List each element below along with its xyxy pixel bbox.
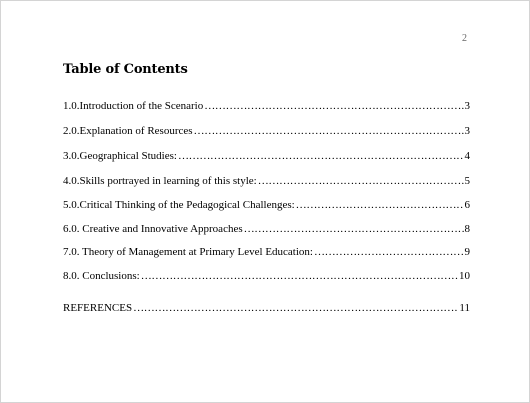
- dot-leader: [244, 222, 464, 236]
- toc-entry-page: 8: [464, 223, 470, 235]
- toc-entry-page: 9: [464, 246, 470, 258]
- toc-entry: [63, 245, 470, 259]
- dot-leader: [133, 301, 458, 315]
- dot-leader: [258, 174, 464, 188]
- toc-entry-page: 10: [459, 270, 470, 282]
- dot-leader: [141, 269, 458, 283]
- dot-leader: [194, 124, 464, 138]
- dot-leader: [204, 99, 463, 113]
- toc-entry: [63, 222, 470, 236]
- toc-entry-title: 5.0.Critical Thinking of the Pedagogical Challenges:: [63, 199, 295, 211]
- toc-entry-title: 1.0.Introduction of the Scenario: [63, 100, 204, 112]
- toc-entry: [63, 149, 470, 163]
- toc-entry-title: 4.0.Skills portrayed in learning of this style:: [63, 175, 257, 187]
- toc-entry-title: 6.0. Creative and Innovative Approaches: [63, 223, 243, 235]
- toc-entry-page: 5: [464, 175, 470, 187]
- toc-entry-title: REFERENCES: [63, 302, 133, 314]
- toc-entry: [63, 124, 470, 138]
- toc-entry-title: 2.0.Explanation of Resources: [63, 125, 193, 137]
- toc-entry-page: 11: [459, 302, 470, 314]
- toc-entry-page: 3: [464, 125, 470, 137]
- toc-entry-page: 4: [464, 150, 470, 162]
- toc-entry-title: 3.0.Geographical Studies:: [63, 150, 177, 162]
- toc-entry-title: 7.0. Theory of Management at Primary Level Education:: [63, 246, 313, 258]
- toc-entry-page: 3: [464, 100, 470, 112]
- toc-entry: [63, 269, 470, 283]
- toc-heading: Table of Contents: [63, 62, 188, 77]
- toc-entry: [63, 99, 470, 113]
- toc-entry: [63, 174, 470, 188]
- toc-entry: [63, 301, 470, 315]
- toc-entry-title: 8.0. Conclusions:: [63, 270, 140, 282]
- page-number: 2: [462, 33, 467, 44]
- toc-entry-page: 6: [464, 199, 470, 211]
- dot-leader: [296, 198, 464, 212]
- toc-entry: [63, 198, 470, 212]
- dot-leader: [178, 149, 464, 163]
- dot-leader: [314, 245, 464, 259]
